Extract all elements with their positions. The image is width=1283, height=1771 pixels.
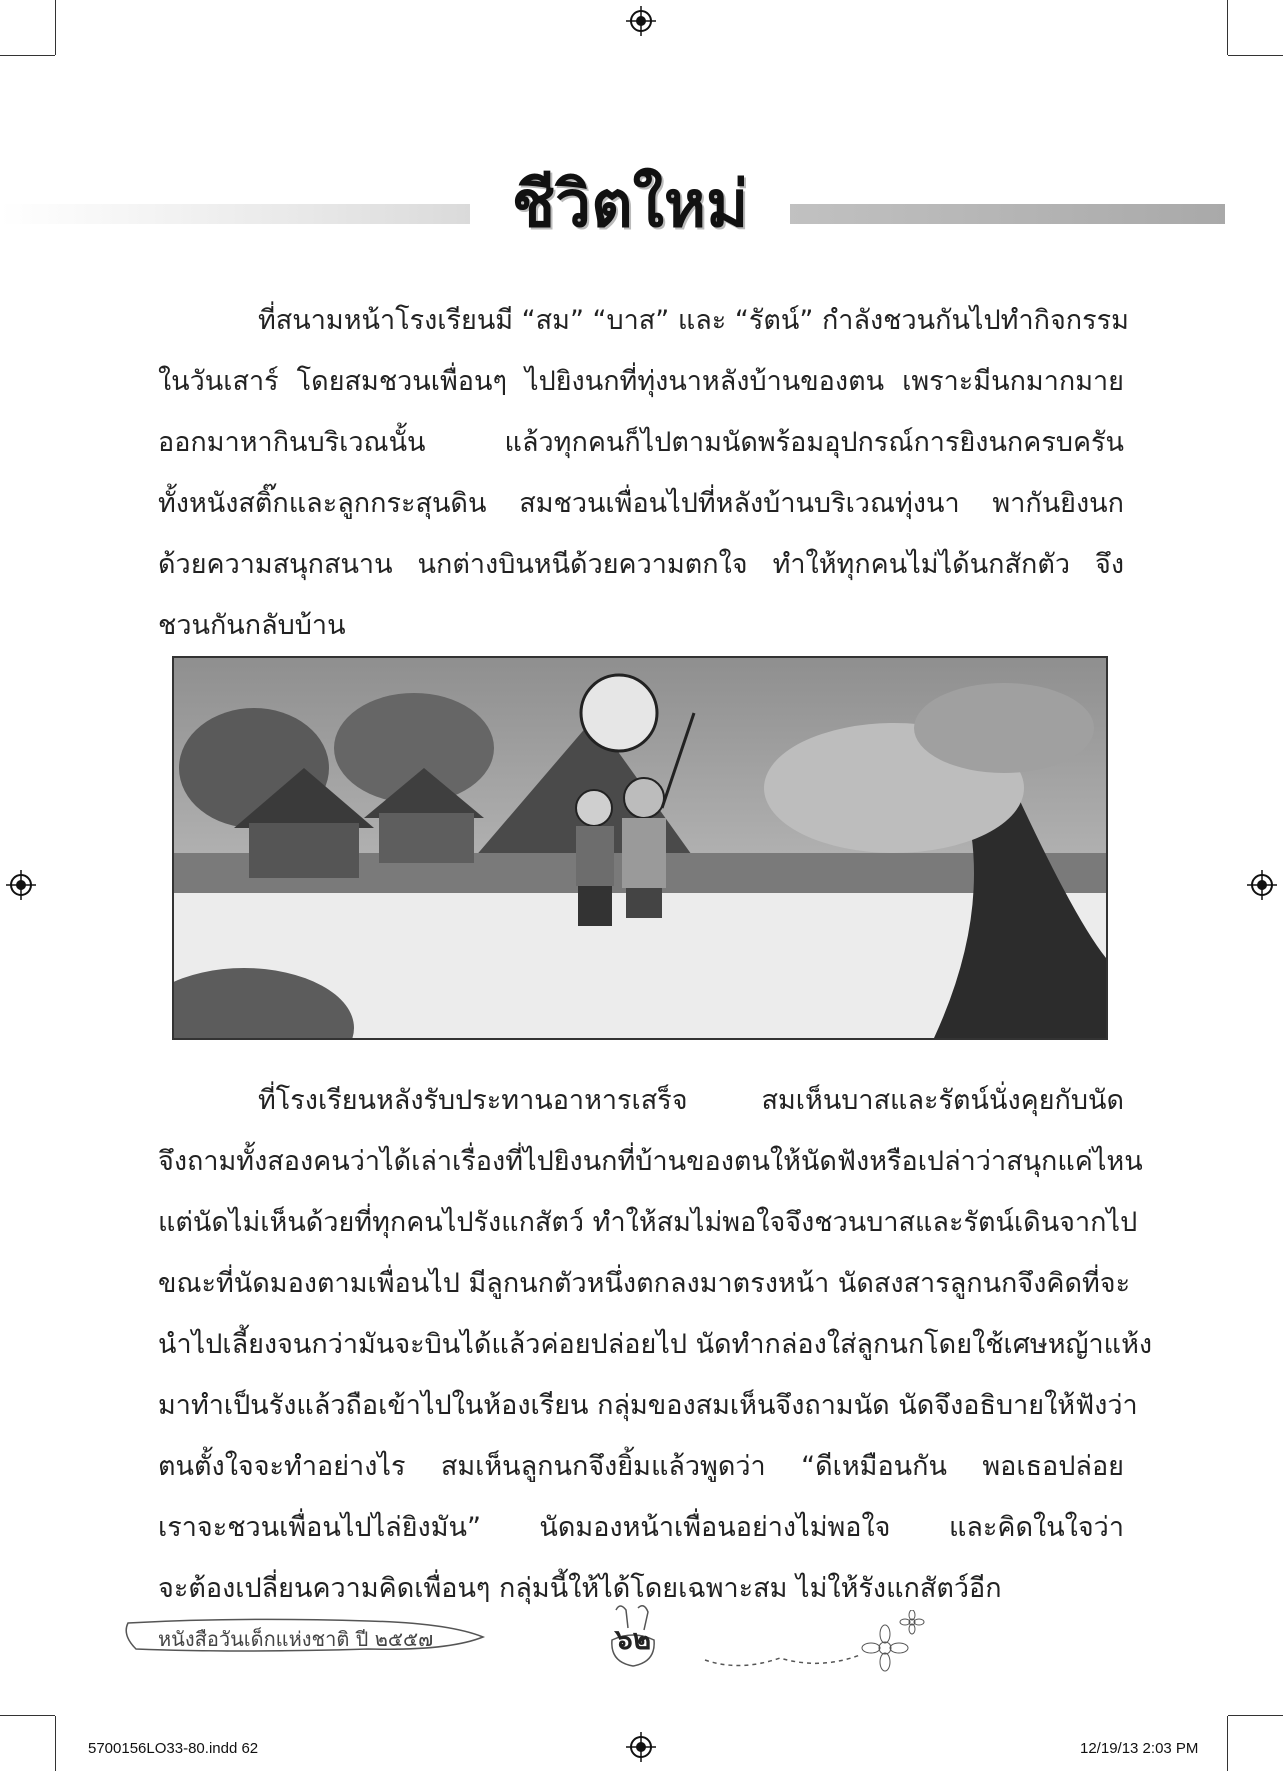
crop-mark: [1227, 0, 1228, 55]
paragraph-line: เราจะชวนเพื่อนไปไล่ยิงมัน” นัดมองหน้าเพื่อนอย่างไม่พอใจ และคิดในใจว่า: [158, 1512, 1124, 1543]
registration-mark-icon: [626, 1732, 656, 1762]
print-slug-timestamp: 12/19/13 2:03 PM: [1080, 1740, 1199, 1757]
paragraph-line: ในวันเสาร์ โดยสมชวนเพื่อนๆ ไปยิงนกที่ทุ่งนาหลังบ้านของตน เพราะมีนกมากมาย: [158, 366, 1124, 397]
paragraph-line: ทั้งหนังสติ๊กและลูกกระสุนดิน สมชวนเพื่อนไปที่หลังบ้านบริเวณทุ่งนา พากันยิงนก: [158, 488, 1124, 519]
paragraph-line: ที่สนามหน้าโรงเรียนมี “สม” “บาส” และ “รัตน์” กำลังชวนกันไปทำกิจกรรม: [258, 305, 1129, 336]
story-illustration: [172, 656, 1108, 1040]
crop-mark: [55, 1716, 56, 1771]
crop-mark: [1228, 1715, 1283, 1716]
crop-mark: [0, 1715, 55, 1716]
paragraph-line: ชวนกันกลับบ้าน: [158, 610, 346, 641]
paragraph-line: ตนตั้งใจจะทำอย่างไร สมเห็นลูกนกจึงยิ้มแล้วพูดว่า “ดีเหมือนกัน พอเธอปล่อย: [158, 1451, 1124, 1482]
paragraph-line: แต่นัดไม่เห็นด้วยที่ทุกคนไปรังแกสัตว์ ทำให้สมไม่พอใจจึงชวนบาสและรัตน์เดินจากไป: [158, 1207, 1138, 1238]
footer-book-title: [118, 1615, 488, 1655]
flower-doodle-icon: [700, 1610, 930, 1680]
paragraph-line: ด้วยความสนุกสนาน นกต่างบินหนีด้วยความตกใจ ทำให้ทุกคนไม่ได้นกสักตัว จึง: [158, 549, 1124, 580]
crop-mark: [55, 0, 56, 55]
registration-mark-icon: [6, 870, 36, 900]
crop-mark: [1227, 1716, 1228, 1771]
paragraph-line: จะต้องเปลี่ยนความคิดเพื่อนๆ กลุ่มนี้ให้ได้โดยเฉพาะสม ไม่ให้รังแกสัตว์อีก: [158, 1573, 1002, 1604]
paragraph-line: นำไปเลี้ยงจนกว่ามันจะบินได้แล้วค่อยปล่อยไป นัดทำกล่องใส่ลูกนกโดยใช้เศษหญ้าแห้ง: [158, 1329, 1153, 1360]
print-slug-file: 5700156LO33-80.indd 62: [88, 1740, 259, 1757]
illustration-drawing: [174, 658, 1106, 1038]
paragraph-line: ออกมาหากินบริเวณนั้น แล้วทุกคนก็ไปตามนัดพร้อมอุปกรณ์การยิงนกครบครัน: [158, 427, 1124, 458]
story-paragraph-2: [158, 1070, 1153, 1619]
paragraph-line: ที่โรงเรียนหลังรับประทานอาหารเสร็จ สมเห็นบาสและรัตน์นั่งคุยกับนัด: [258, 1085, 1124, 1116]
registration-mark-icon: [626, 6, 656, 36]
registration-mark-icon: [1247, 870, 1277, 900]
page-number: [598, 1600, 668, 1670]
book-title-text: หนังสือวันเด็กแห่งชาติ ปี ๒๕๕๗: [158, 1627, 434, 1651]
paragraph-line: จึงถามทั้งสองคนว่าได้เล่าเรื่องที่ไปยิงนกที่บ้านของตนให้นัดฟังหรือเปล่าว่าสนุกแค่ไหน: [158, 1146, 1143, 1177]
sun-shape: [581, 675, 657, 751]
crop-mark: [1228, 55, 1283, 56]
page-number-text: ๖๒: [614, 1623, 652, 1656]
paragraph-line: มาทำเป็นรังแล้วถือเข้าไปในห้องเรียน กลุ่มของสมเห็นจึงถามนัด นัดจึงอธิบายให้ฟังว่า: [158, 1390, 1138, 1421]
page-title: ชีวิตใหม่: [470, 160, 790, 250]
story-paragraph-1: [158, 290, 1129, 656]
paragraph-line: ขณะที่นัดมองตามเพื่อนไป มีลูกนกตัวหนึ่งตกลงมาตรงหน้า นัดสงสารลูกนกจึงคิดที่จะ: [158, 1268, 1131, 1299]
crop-mark: [0, 55, 55, 56]
